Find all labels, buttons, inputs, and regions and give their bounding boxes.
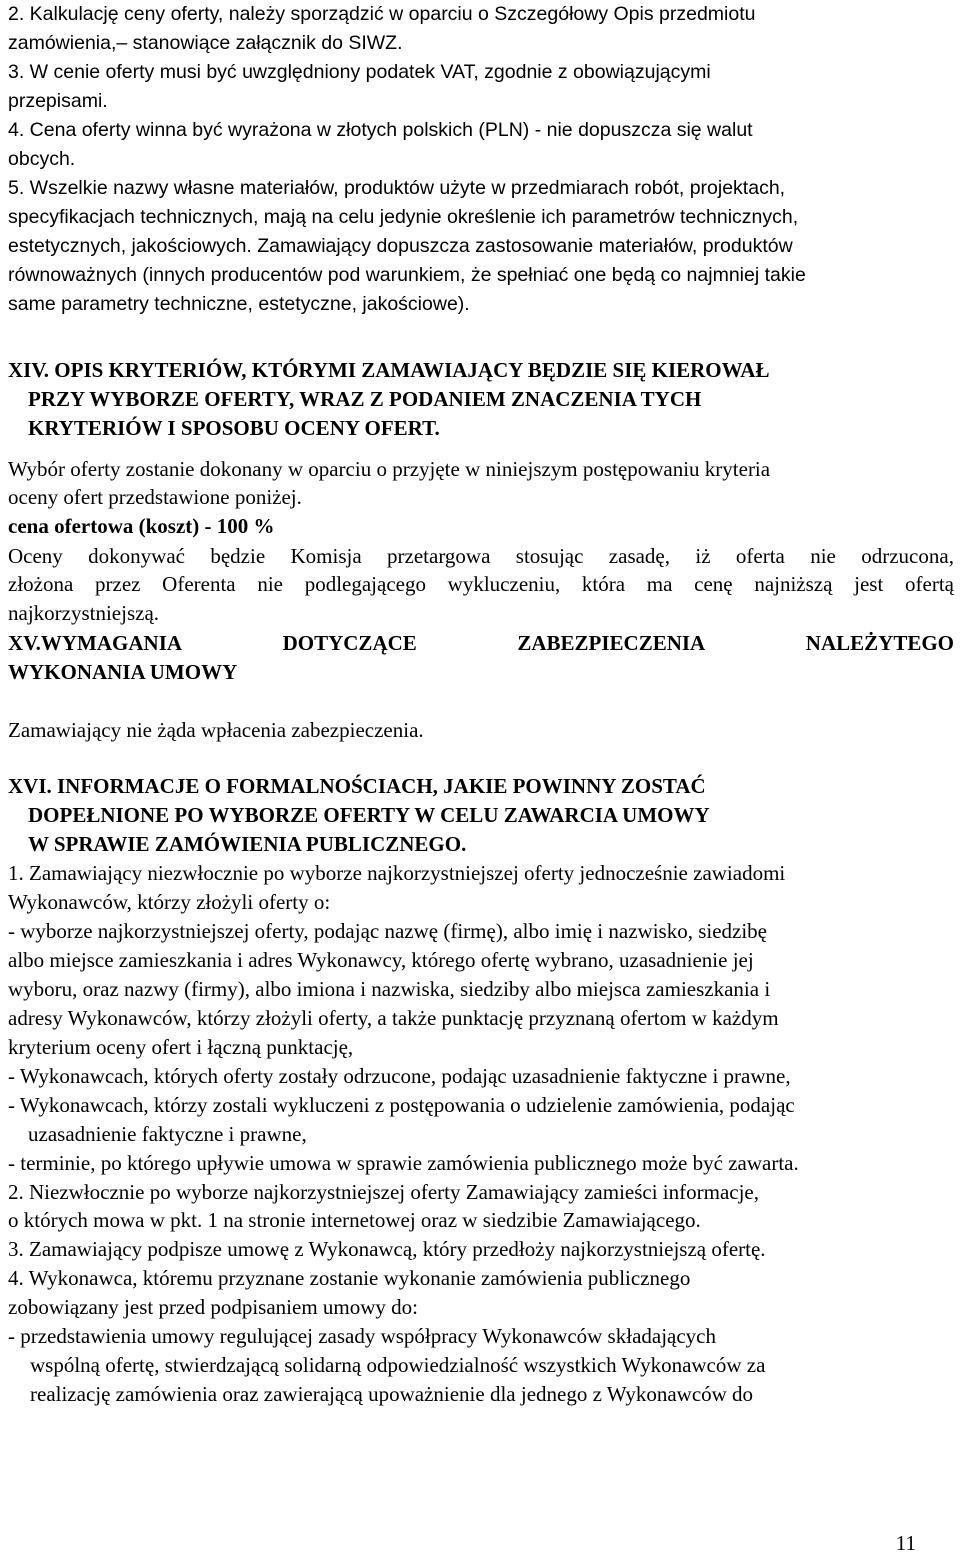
text-line: 1. Zamawiający niezwłocznie po wyborze najkorzystniejszej oferty jednocześnie zawiadomi bbox=[8, 861, 786, 885]
text-line: Zamawiający nie żąda wpłacenia zabezpieczenia. bbox=[8, 718, 424, 742]
text-line: kryterium oceny ofert i łączną punktację, bbox=[8, 1035, 354, 1059]
text-line: oceny ofert przedstawione poniżej. bbox=[8, 485, 302, 509]
text-line: wyboru, oraz nazwy (firmy), albo imiona i nazwiska, siedziby albo miejsca zamieszkania i bbox=[8, 977, 771, 1001]
text-line: realizację zamówienia oraz zawierającą upoważnienie dla jednego z Wykonawców do bbox=[30, 1382, 754, 1406]
section-heading-xv-line2: WYKONANIA UMOWY bbox=[8, 660, 238, 684]
text-line: albo miejsce zamieszkania i adres Wykonawcy, którego ofertę wybrano, uzasadnienie jej bbox=[8, 948, 754, 972]
text-line: zamówienia,– stanowiące załącznik do SIWZ. bbox=[8, 32, 403, 54]
text-line: 3. W cenie oferty musi być uwzględniony podatek VAT, zgodnie z obowiązującymi bbox=[8, 61, 711, 83]
text-line: Wybór oferty zostanie dokonany w oparciu o przyjęte w niniejszym postępowaniu kryteria bbox=[8, 457, 771, 481]
text-line: 3. Zamawiający podpisze umowę z Wykonawcą, który przedłoży najkorzystniejszą ofertę. bbox=[8, 1237, 766, 1261]
text-line: przepisami. bbox=[8, 90, 108, 112]
justified-word: jest bbox=[854, 572, 884, 596]
section-heading-xvi-line2: DOPEŁNIONE PO WYBORZE OFERTY W CELU ZAWARCIA UMOWY bbox=[28, 803, 710, 827]
section-heading-xv bbox=[8, 629, 954, 657]
text-line: - wyborze najkorzystniejszej oferty, podając nazwę (firmę), albo imię i nazwisko, siedzibę bbox=[8, 919, 768, 943]
justified-word: nie bbox=[257, 572, 283, 596]
text-line: 5. Wszelkie nazwy własne materiałów, produktów użyte w przedmiarach robót, projektach, bbox=[8, 177, 786, 199]
text-line: wspólną ofertę, stwierdzającą solidarną odpowiedzialność wszystkich Wykonawców za bbox=[30, 1353, 766, 1377]
justified-word: przetargowa bbox=[387, 544, 491, 568]
text-line: estetycznych, jakościowych. Zamawiający dopuszcza zastosowanie materiałów, produktów bbox=[8, 235, 793, 257]
text-line: - Wykonawcach, których oferty zostały odrzucone, podając uzasadnienie faktyczne i prawne, bbox=[8, 1064, 791, 1088]
text-line: 2. Kalkulację ceny oferty, należy sporządzić w oparciu o Szczegółowy Opis przedmiotu bbox=[8, 3, 756, 25]
justified-line bbox=[8, 542, 954, 570]
text-line: specyfikacjach technicznych, mają na celu jedynie określenie ich parametrów technicznych, bbox=[8, 206, 799, 228]
text-line: adresy Wykonawców, którzy złożyli oferty, a także punktację przyznaną ofertom w każdym bbox=[8, 1006, 779, 1030]
justified-word: nie bbox=[810, 544, 836, 568]
justified-word: najniższą bbox=[754, 572, 833, 596]
criterion-line: cena ofertowa (koszt) - 100 % bbox=[8, 514, 275, 538]
text-line: uzasadnienie faktyczne i prawne, bbox=[28, 1122, 307, 1146]
justified-word: podlegającego bbox=[304, 572, 426, 596]
justified-word: stosując bbox=[515, 544, 584, 568]
justified-word: która bbox=[581, 572, 626, 596]
justified-word: DOTYCZĄCE bbox=[282, 631, 417, 655]
text-line: równoważnych (innych producentów pod warunkiem, że spełniać one będą co najmniej takie bbox=[8, 264, 806, 286]
text-line: same parametry techniczne, estetyczne, jakościowe). bbox=[8, 293, 470, 315]
text-line: - terminie, po którego upływie umowa w sprawie zamówienia publicznego może być zawarta. bbox=[8, 1151, 799, 1175]
justified-word: Oceny bbox=[8, 544, 63, 568]
section-heading-xiv-line3: KRYTERIÓW I SPOSOBU OCENY OFERT. bbox=[28, 416, 440, 440]
text-line: o których mowa w pkt. 1 na stronie internetowej oraz w siedzibie Zamawiającego. bbox=[8, 1208, 701, 1232]
justified-word: zasadę, bbox=[608, 544, 671, 568]
justified-word: wykluczeniu, bbox=[447, 572, 561, 596]
justified-word: Komisja bbox=[290, 544, 362, 568]
justified-word: NALEŻYTEGO bbox=[805, 631, 954, 655]
section-heading-xiv: XIV. OPIS KRYTERIÓW, KTÓRYMI ZAMAWIAJĄCY BĘDZIE SIĘ KIEROWAŁ bbox=[8, 358, 770, 382]
text-line: zobowiązany jest przed podpisaniem umowy do: bbox=[8, 1295, 418, 1319]
text-line: - przedstawienia umowy regulującej zasady współpracy Wykonawców składających bbox=[8, 1324, 717, 1348]
justified-word: ofertą bbox=[905, 572, 954, 596]
justified-word: odrzucona, bbox=[861, 544, 954, 568]
section-heading-xvi-line3: W SPRAWIE ZAMÓWIENIA PUBLICZNEGO. bbox=[28, 832, 467, 856]
justified-word: będzie bbox=[210, 544, 266, 568]
text-line: 4. Cena oferty winna być wyrażona w złotych polskich (PLN) - nie dopuszcza się walut bbox=[8, 119, 753, 141]
justified-word: przez bbox=[95, 572, 141, 596]
justified-word: Oferenta bbox=[162, 572, 236, 596]
text-line: 2. Niezwłocznie po wyborze najkorzystniejszej oferty Zamawiający zamieści informacje, bbox=[8, 1180, 760, 1204]
section-heading-xvi: XVI. INFORMACJE O FORMALNOŚCIACH, JAKIE POWINNY ZOSTAĆ bbox=[8, 774, 706, 798]
justified-word: dokonywać bbox=[88, 544, 185, 568]
text-line: 4. Wykonawca, któremu przyznane zostanie wykonanie zamówienia publicznego bbox=[8, 1266, 691, 1290]
text-line: obcych. bbox=[8, 148, 76, 170]
page-number: 11 bbox=[895, 1531, 916, 1555]
justified-word: ma bbox=[646, 572, 673, 596]
justified-word: złożona bbox=[8, 572, 74, 596]
justified-line bbox=[8, 570, 954, 598]
text-line: najkorzystniejszą. bbox=[8, 601, 160, 625]
justified-word: ZABEZPIECZENIA bbox=[517, 631, 706, 655]
justified-word: oferta bbox=[735, 544, 785, 568]
text-line: Wykonawców, którzy złożyli oferty o: bbox=[8, 890, 331, 914]
text-line: - Wykonawcach, którzy zostali wykluczeni z postępowania o udzielenie zamówienia, podając bbox=[8, 1093, 795, 1117]
section-heading-xiv-line2: PRZY WYBORZE OFERTY, WRAZ Z PODANIEM ZNACZENIA TYCH bbox=[28, 387, 702, 411]
justified-word: iż bbox=[695, 544, 711, 568]
justified-word: XV.WYMAGANIA bbox=[8, 631, 183, 655]
justified-word: cenę bbox=[694, 572, 733, 596]
